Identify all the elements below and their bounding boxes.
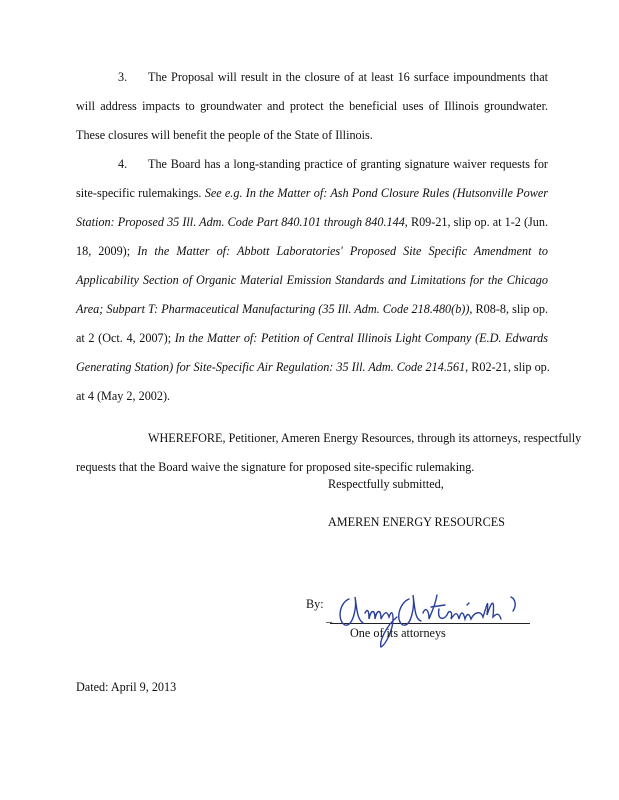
handwritten-signature — [335, 585, 535, 655]
case-citation: Generating Station) for Site-Specific Air Regulation: 35 Ill. Adm. Code 214.561 — [76, 360, 466, 374]
case-citation: In the Matter of: Petition of Central Illinois Light Company (E.D. Edwards — [174, 331, 548, 345]
body-line — [76, 215, 548, 229]
by-label: By: — [306, 597, 324, 611]
body-line — [76, 302, 548, 316]
case-citation: In the Matter of: Abbott Laboratories' Proposed Site Specific Amendment to — [137, 244, 548, 258]
body-text: , R08-8, slip op. — [469, 302, 548, 316]
company-name: AMEREN ENERGY RESOURCES — [328, 515, 505, 529]
body-line — [76, 244, 548, 258]
body-text: requests that the Board waive the signature for proposed site-specific rulemaking. — [76, 460, 475, 474]
body-text: will address impacts to groundwater and protect the beneficial uses of Illinois groundwater. — [76, 99, 548, 113]
body-text: site-specific rulemakings. — [76, 186, 205, 200]
body-line — [76, 128, 548, 142]
body-text: WHEREFORE, Petitioner, Ameren Energy Resources, through its attorneys, respectfully — [148, 431, 582, 445]
paragraph-number: 4. — [118, 157, 128, 171]
body-text: These closures will benefit the people of the State of Illinois. — [76, 128, 373, 142]
body-line — [76, 460, 548, 474]
case-citation: Applicability Section of Organic Material Emission Standards and Limitations for the Chicago — [76, 273, 548, 287]
closing-salutation: Respectfully submitted, — [328, 477, 444, 491]
body-text: 18, 2009); — [76, 244, 138, 258]
body-line — [76, 389, 548, 403]
case-citation: Station: Proposed 35 Ill. Adm. Code Part 840.101 through 840.144 — [76, 215, 405, 229]
body-line — [148, 431, 582, 445]
signer-role: One of its attorneys — [350, 626, 446, 640]
body-line — [76, 360, 548, 374]
body-text: The Board has a long-standing practice of granting signature waiver requests for — [148, 157, 548, 171]
body-line — [118, 157, 548, 171]
case-citation: See e.g. In the Matter of: Ash Pond Closure Rules (Hutsonville Power — [204, 186, 548, 200]
body-text: at 4 (May 2, 2002). — [76, 389, 171, 403]
body-text: , R02-21, slip op. — [465, 360, 550, 374]
body-text: at 2 (Oct. 4, 2007); — [76, 331, 175, 345]
body-line — [76, 99, 548, 113]
case-citation: Area; Subpart T: Pharmaceutical Manufacturing (35 Ill. Adm. Code 218.480(b)) — [76, 302, 470, 316]
signature-blank: _ — [326, 610, 333, 624]
body-text: The Proposal will result in the closure of at least 16 surface impoundments that — [148, 70, 548, 84]
body-line — [76, 186, 548, 200]
body-line — [76, 331, 548, 345]
body-line — [76, 273, 548, 287]
paragraph-number: 3. — [118, 70, 128, 84]
date-line: Dated: April 9, 2013 — [76, 680, 177, 694]
body-line — [118, 70, 548, 84]
body-text: , R09-21, slip op. at 1-2 (Jun. — [404, 215, 549, 229]
